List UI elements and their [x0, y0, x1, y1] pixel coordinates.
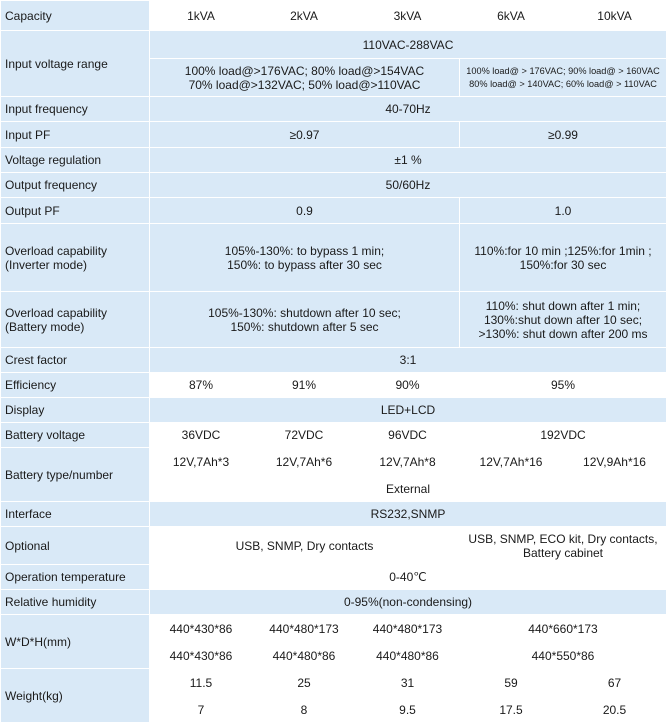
- wdh-high-b: 440*550*86: [460, 643, 666, 669]
- overload-inverter-row: [1, 224, 666, 292]
- battery-voltage-2kva: 72VDC: [253, 423, 356, 448]
- capacity-10kva: 10kVA: [563, 1, 666, 31]
- input-frequency-row: [1, 97, 666, 122]
- optional-high: [460, 527, 666, 565]
- input-voltage-row: [1, 31, 666, 59]
- optional-label: Optional: [1, 527, 150, 565]
- capacity-3kva: 3kVA: [356, 1, 460, 31]
- battery-voltage-label: Battery voltage: [1, 423, 150, 448]
- overload-battery-label-line2: (Battery mode): [5, 320, 146, 334]
- weight-1kva-b: 7: [150, 697, 253, 723]
- relative-humidity-row: [1, 590, 666, 615]
- optional-high-line2: Battery cabinet: [463, 546, 663, 560]
- optional-low: USB, SNMP, Dry contacts: [150, 527, 460, 565]
- interface-label: Interface: [1, 502, 150, 527]
- crest-factor-row: [1, 348, 666, 373]
- weight-2kva-a: 25: [253, 669, 356, 697]
- weight-6kva-a: 59: [460, 669, 563, 697]
- efficiency-row: [1, 373, 666, 398]
- wdh-2kva-b: 440*480*86: [253, 643, 356, 669]
- overload-battery-high-line1: 110%: shut down after 1 min;: [463, 299, 663, 313]
- capacity-row: [1, 1, 666, 31]
- wdh-row-1: [1, 615, 666, 643]
- interface-row: [1, 502, 666, 527]
- battery-type-label: Battery type/number: [1, 448, 150, 502]
- battery-type-row: [1, 448, 666, 476]
- wdh-3kva-a: 440*480*173: [356, 615, 460, 643]
- input-frequency-label: Input frequency: [1, 97, 150, 122]
- overload-battery-high: [460, 292, 666, 348]
- crest-factor-label: Crest factor: [1, 348, 150, 373]
- overload-inverter-high-line1: 110%:for 10 min ;125%:for 1min ;: [463, 244, 663, 258]
- weight-10kva-a: 67: [563, 669, 666, 697]
- weight-10kva-b: 20.5: [563, 697, 666, 723]
- weight-3kva-b: 9.5: [356, 697, 460, 723]
- voltage-regulation-value: ±1 %: [150, 148, 666, 173]
- overload-battery-low-line1: 105%-130%: shutdown after 10 sec;: [153, 306, 456, 320]
- output-frequency-label: Output frequency: [1, 173, 150, 198]
- weight-3kva-a: 31: [356, 669, 460, 697]
- input-pf-high: ≥0.99: [460, 122, 666, 148]
- overload-battery-label-line1: Overload capability: [5, 306, 146, 320]
- wdh-3kva-b: 440*480*86: [356, 643, 460, 669]
- relative-humidity-label: Relative humidity: [1, 590, 150, 615]
- voltage-regulation-label: Voltage regulation: [1, 148, 150, 173]
- input-voltage-low-line1: 100% load@>176VAC; 80% load@>154VAC: [153, 64, 456, 78]
- voltage-regulation-row: [1, 148, 666, 173]
- overload-inverter-high: [460, 224, 666, 292]
- weight-2kva-b: 8: [253, 697, 356, 723]
- capacity-6kva: 6kVA: [460, 1, 563, 31]
- battery-voltage-high: 192VDC: [460, 423, 666, 448]
- battery-type-3kva: 12V,7Ah*8: [356, 448, 460, 476]
- wdh-2kva-a: 440*480*173: [253, 615, 356, 643]
- input-voltage-high-models: [460, 59, 666, 97]
- capacity-label: Capacity: [1, 1, 150, 31]
- weight-6kva-b: 17.5: [460, 697, 563, 723]
- battery-voltage-row: [1, 423, 666, 448]
- efficiency-2kva: 91%: [253, 373, 356, 398]
- overload-battery-low-line2: 150%: shutdown after 5 sec: [153, 320, 456, 334]
- capacity-2kva: 2kVA: [253, 1, 356, 31]
- output-pf-row: [1, 198, 666, 224]
- overload-battery-row: [1, 292, 666, 348]
- relative-humidity-value: 0-95%(non-condensing): [150, 590, 666, 615]
- battery-type-1kva: 12V,7Ah*3: [150, 448, 253, 476]
- input-pf-row: [1, 122, 666, 148]
- input-frequency-value: 40-70Hz: [150, 97, 666, 122]
- optional-row: [1, 527, 666, 565]
- input-voltage-low-models: [150, 59, 460, 97]
- operation-temperature-label: Operation temperature: [1, 565, 150, 590]
- display-row: [1, 398, 666, 423]
- display-value: LED+LCD: [150, 398, 666, 423]
- wdh-high-a: 440*660*173: [460, 615, 666, 643]
- input-voltage-all: 110VAC-288VAC: [150, 31, 666, 59]
- battery-type-6kva: 12V,7Ah*16: [460, 448, 563, 476]
- battery-type-2kva: 12V,7Ah*6: [253, 448, 356, 476]
- wdh-label: W*D*H(mm): [1, 615, 150, 669]
- interface-value: RS232,SNMP: [150, 502, 666, 527]
- battery-type-external: External: [150, 476, 666, 502]
- output-pf-high: 1.0: [460, 198, 666, 224]
- input-voltage-high-line1: 100% load@ > 176VAC; 90% load@ > 160VAC: [463, 65, 663, 78]
- efficiency-1kva: 87%: [150, 373, 253, 398]
- battery-type-10kva: 12V,9Ah*16: [563, 448, 666, 476]
- overload-inverter-label-line2: (Inverter mode): [5, 258, 146, 272]
- output-frequency-value: 50/60Hz: [150, 173, 666, 198]
- overload-inverter-high-line2: 150%:for 30 sec: [463, 258, 663, 272]
- overload-battery-low: [150, 292, 460, 348]
- battery-voltage-1kva: 36VDC: [150, 423, 253, 448]
- overload-inverter-low-line1: 105%-130%: to bypass 1 min;: [153, 244, 456, 258]
- input-voltage-label: Input voltage range: [1, 31, 150, 97]
- operation-temperature-row: [1, 565, 666, 590]
- battery-voltage-3kva: 96VDC: [356, 423, 460, 448]
- overload-inverter-low: [150, 224, 460, 292]
- wdh-1kva-a: 440*430*86: [150, 615, 253, 643]
- wdh-1kva-b: 440*430*86: [150, 643, 253, 669]
- input-pf-label: Input PF: [1, 122, 150, 148]
- input-voltage-low-line2: 70% load@>132VAC; 50% load@>110VAC: [153, 78, 456, 92]
- output-pf-label: Output PF: [1, 198, 150, 224]
- overload-inverter-label-line1: Overload capability: [5, 244, 146, 258]
- weight-1kva-a: 11.5: [150, 669, 253, 697]
- input-voltage-high-line2: 80% load@ > 140VAC; 60% load@ > 110VAC: [463, 78, 663, 91]
- operation-temperature-value: 0-40℃: [150, 565, 666, 590]
- capacity-1kva: 1kVA: [150, 1, 253, 31]
- input-pf-low: ≥0.97: [150, 122, 460, 148]
- weight-label: Weight(kg): [1, 669, 150, 723]
- overload-battery-label: [1, 292, 150, 348]
- optional-high-line1: USB, SNMP, ECO kit, Dry contacts,: [463, 532, 663, 546]
- efficiency-3kva: 90%: [356, 373, 460, 398]
- weight-row-1: [1, 669, 666, 697]
- overload-battery-high-line2: 130%:shut down after 10 sec;: [463, 313, 663, 327]
- display-label: Display: [1, 398, 150, 423]
- overload-inverter-label: [1, 224, 150, 292]
- output-frequency-row: [1, 173, 666, 198]
- output-pf-low: 0.9: [150, 198, 460, 224]
- overload-inverter-low-line2: 150%: to bypass after 30 sec: [153, 258, 456, 272]
- efficiency-label: Efficiency: [1, 373, 150, 398]
- crest-factor-value: 3:1: [150, 348, 666, 373]
- overload-battery-high-line3: >130%: shut down after 200 ms: [463, 327, 663, 341]
- efficiency-high: 95%: [460, 373, 666, 398]
